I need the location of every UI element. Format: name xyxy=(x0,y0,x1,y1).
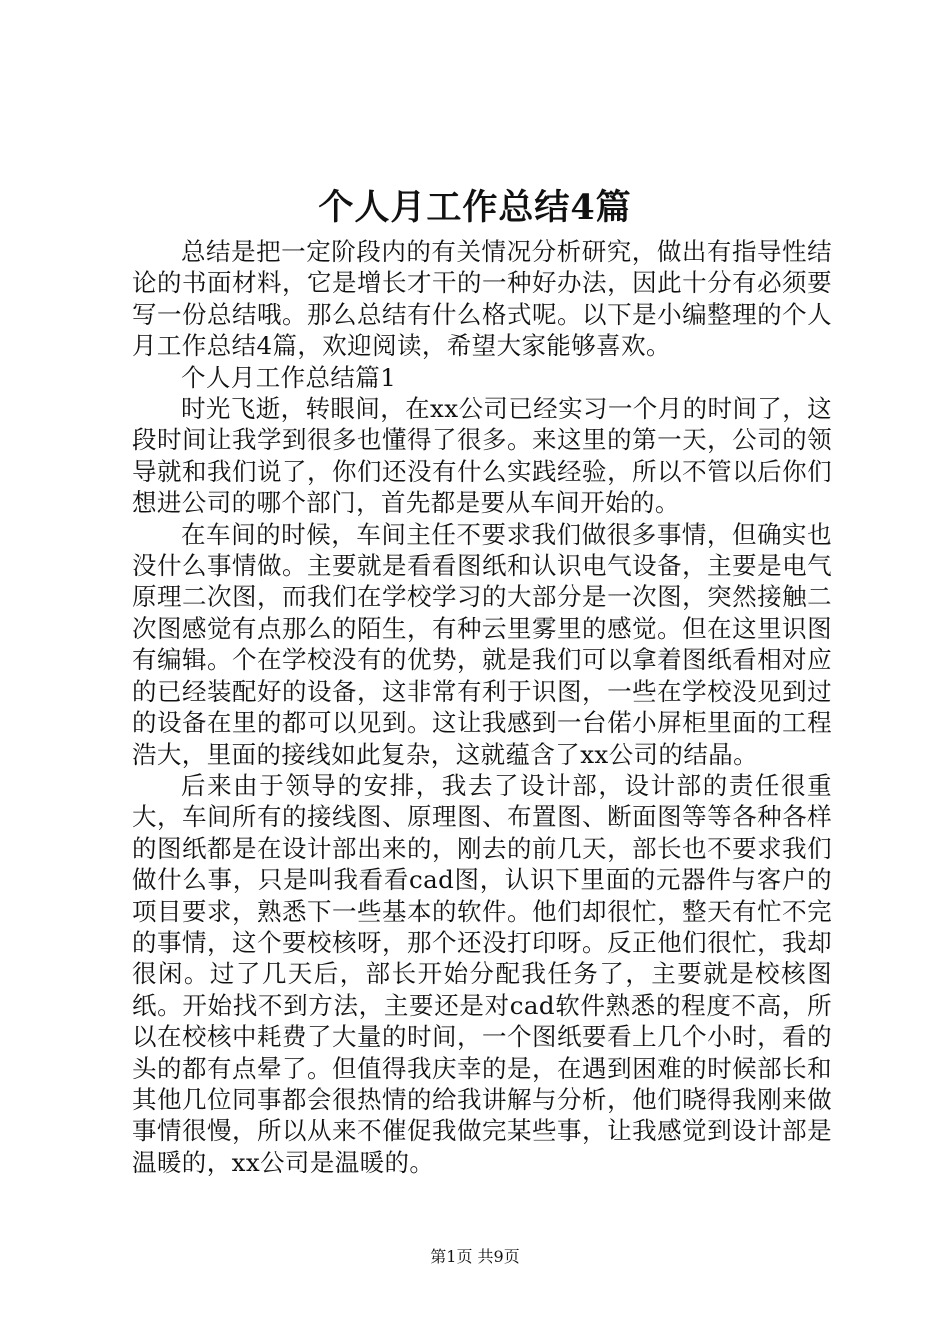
section-heading: 个人月工作总结篇1 xyxy=(181,362,397,392)
intro-paragraph: 总结是把一定阶段内的有关情况分析研究，做出有指导性结论的书面材料，它是增长才干的一种好办法，因此十分有必须要写一份总结哦。那么总结有什么格式呢。以下是小编整理的个人月工作总结4篇，欢迎阅读，希望大家能够喜欢。 xyxy=(132,237,832,361)
body-paragraph: 在车间的时候，车间主任不要求我们做很多事情，但确实也没什么事情做。主要就是看看图纸和认识电气设备，主要是电气原理二次图，而我们在学校学习的大部分是一次图，突然接触二次图感觉有点那么的陌生，有种云里雾里的感觉。但在这里识图有编辑。个在学校没有的优势，就是我们可以拿着图纸看相对应的已经装配好的设备，这非常有利于识图，一些在学校没见到过的设备在里的都可以见到。这让我感到一台偌小屏柜里面的工程浩大，里面的接线如此复杂，这就蕴含了xx公司的结晶。 xyxy=(132,519,832,769)
body-paragraph: 时光飞逝，转眼间，在xx公司已经实习一个月的时间了，这段时间让我学到很多也懂得了很多。来这里的第一天，公司的领导就和我们说了，你们还没有什么实践经验，所以不管以后你们想进公司的哪个部门，首先都是要从车间开始的。 xyxy=(132,394,832,518)
page-footer: 第1页 共9页 xyxy=(430,1247,520,1266)
document-body xyxy=(132,236,832,1178)
body-paragraph: 后来由于领导的安排，我去了设计部，设计部的责任很重大，车间所有的接线图、原理图、布置图、断面图等等各种各样的图纸都是在设计部出来的，刚去的前几天，部长也不要求我们做什么事，只是叫我看看cad图，认识下里面的元器件与客户的项目要求，熟悉下一些基本的软件。他们却很忙，整天有忙不完的事情，这个要校核呀，那个还没打印呀。反正他们很忙，我却很闲。过了几天后，部长开始分配我任务了，主要就是校核图纸。开始找不到方法，主要还是对cad软件熟悉的程度不高，所以在校核中耗费了大量的时间，一个图纸要看上几个小时，看的头的都有点晕了。但值得我庆幸的是，在遇到困难的时候部长和其他几位同事都会很热情的给我讲解与分析，他们晓得我刚来做事情很慢，所以从来不催促我做完某些事，让我感觉到设计部是温暖的，xx公司是温暖的。 xyxy=(132,770,832,1177)
document-title: 个人月工作总结4篇 xyxy=(318,187,632,228)
